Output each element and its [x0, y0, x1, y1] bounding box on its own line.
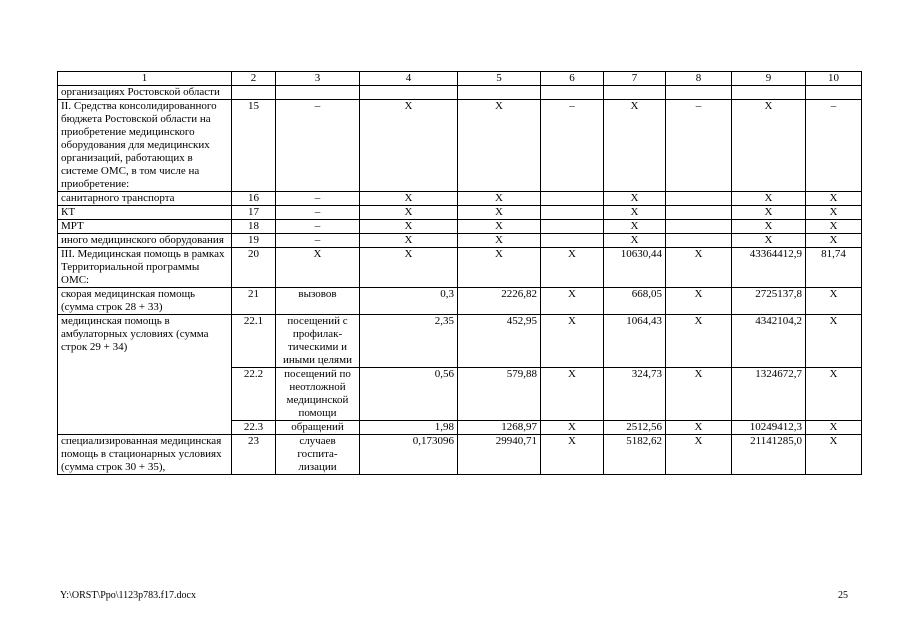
- row-unit: –: [276, 220, 360, 234]
- row-label: специализированная медицинская помощь в стационарных условиях (сумма строк 30 + 35),: [58, 435, 232, 475]
- row-value: X: [458, 220, 541, 234]
- row-value: X: [806, 368, 862, 421]
- table-row: [58, 435, 862, 475]
- row-value: 5182,62: [604, 435, 666, 475]
- header-cell: 8: [666, 72, 732, 86]
- row-value: –: [806, 100, 862, 192]
- row-value: –: [541, 100, 604, 192]
- row-value: 0,56: [360, 368, 458, 421]
- row-label: III. Медицинская помощь в рамках Территориальной программы ОМС:: [58, 248, 232, 288]
- header-cell: 4: [360, 72, 458, 86]
- table-row: [58, 192, 862, 206]
- row-value: X: [458, 192, 541, 206]
- row-unit: вызовов: [276, 288, 360, 315]
- table-row: [58, 206, 862, 220]
- row-value: X: [360, 248, 458, 288]
- row-value: 1324672,7: [732, 368, 806, 421]
- row-number: 16: [232, 192, 276, 206]
- row-value: X: [541, 315, 604, 368]
- row-label: санитарного транспорта: [58, 192, 232, 206]
- row-value: X: [732, 206, 806, 220]
- row-value: 668,05: [604, 288, 666, 315]
- row-value: X: [806, 288, 862, 315]
- row-label: иного медицинского оборудования: [58, 234, 232, 248]
- row-value: 579,88: [458, 368, 541, 421]
- row-value: [666, 86, 732, 100]
- row-value: [732, 86, 806, 100]
- table-row: [58, 234, 862, 248]
- row-label: КТ: [58, 206, 232, 220]
- data-table: [57, 71, 862, 475]
- row-value: [541, 234, 604, 248]
- row-value: X: [541, 248, 604, 288]
- row-value: [806, 86, 862, 100]
- row-value: [360, 86, 458, 100]
- row-value: 2226,82: [458, 288, 541, 315]
- row-value: [541, 206, 604, 220]
- row-value: X: [666, 368, 732, 421]
- row-value: X: [666, 315, 732, 368]
- row-value: –: [666, 100, 732, 192]
- row-label: МРТ: [58, 220, 232, 234]
- row-label: II. Средства консолидированного бюджета Ростовской области на приобретение медицинского оборудования для медицинских организаций, работающих в системе ОМС, в том числе на приобретение:: [58, 100, 232, 192]
- row-value: [541, 192, 604, 206]
- row-label: организациях Ростовской области: [58, 86, 232, 100]
- header-cell: 6: [541, 72, 604, 86]
- table-row: [58, 220, 862, 234]
- row-value: 452,95: [458, 315, 541, 368]
- row-number: 23: [232, 435, 276, 475]
- row-value: X: [541, 368, 604, 421]
- header-cell: 10: [806, 72, 862, 86]
- row-value: X: [458, 100, 541, 192]
- row-unit: посещений по неотложной медицинской помощи: [276, 368, 360, 421]
- row-value: [541, 86, 604, 100]
- row-value: X: [732, 220, 806, 234]
- header-cell: 3: [276, 72, 360, 86]
- row-unit: [276, 86, 360, 100]
- row-value: 2725137,8: [732, 288, 806, 315]
- row-number: 15: [232, 100, 276, 192]
- row-value: X: [806, 192, 862, 206]
- header-row: [58, 72, 862, 86]
- row-number: 20: [232, 248, 276, 288]
- row-value: 10630,44: [604, 248, 666, 288]
- row-unit: X: [276, 248, 360, 288]
- row-value: X: [666, 288, 732, 315]
- row-value: X: [541, 435, 604, 475]
- header-cell: 7: [604, 72, 666, 86]
- row-value: X: [732, 100, 806, 192]
- row-value: X: [360, 192, 458, 206]
- row-number: 22.3: [232, 421, 276, 435]
- row-unit: –: [276, 100, 360, 192]
- row-value: [666, 192, 732, 206]
- row-number: 18: [232, 220, 276, 234]
- row-unit: обращений: [276, 421, 360, 435]
- row-value: 0,3: [360, 288, 458, 315]
- row-value: X: [806, 421, 862, 435]
- header-cell: 9: [732, 72, 806, 86]
- row-value: X: [806, 206, 862, 220]
- row-value: X: [806, 315, 862, 368]
- row-number: [232, 86, 276, 100]
- row-value: X: [806, 220, 862, 234]
- row-number: 22.2: [232, 368, 276, 421]
- row-value: 1,98: [360, 421, 458, 435]
- row-value: 1064,43: [604, 315, 666, 368]
- row-value: 10249412,3: [732, 421, 806, 435]
- row-value: X: [458, 234, 541, 248]
- table-row: [58, 315, 862, 368]
- header-cell: 5: [458, 72, 541, 86]
- row-value: 2512,56: [604, 421, 666, 435]
- row-value: X: [732, 234, 806, 248]
- row-value: X: [458, 206, 541, 220]
- row-value: X: [458, 248, 541, 288]
- row-value: X: [666, 421, 732, 435]
- row-number: 19: [232, 234, 276, 248]
- table-row: [58, 248, 862, 288]
- row-value: 2,35: [360, 315, 458, 368]
- row-unit: случаев госпита-лизации: [276, 435, 360, 475]
- header-cell: 2: [232, 72, 276, 86]
- row-unit: посещений с профилак-тическими и иными целями: [276, 315, 360, 368]
- row-value: X: [604, 192, 666, 206]
- footer-file-path: Y:\ORST\Ppo\1123p783.f17.docx: [60, 590, 196, 601]
- row-value: 324,73: [604, 368, 666, 421]
- row-number: 21: [232, 288, 276, 315]
- row-value: X: [732, 192, 806, 206]
- row-value: X: [604, 220, 666, 234]
- row-value: X: [604, 206, 666, 220]
- row-value: X: [360, 206, 458, 220]
- page-number: 25: [838, 590, 848, 601]
- row-value: [666, 220, 732, 234]
- row-label: скорая медицинская помощь (сумма строк 28 + 33): [58, 288, 232, 315]
- row-value: [604, 86, 666, 100]
- row-number: 22.1: [232, 315, 276, 368]
- table-row: [58, 288, 862, 315]
- row-value: X: [806, 435, 862, 475]
- row-value: X: [541, 288, 604, 315]
- row-value: [541, 220, 604, 234]
- row-number: 17: [232, 206, 276, 220]
- row-value: X: [541, 421, 604, 435]
- row-value: X: [666, 435, 732, 475]
- row-value: [666, 206, 732, 220]
- row-value: [458, 86, 541, 100]
- row-value: 29940,71: [458, 435, 541, 475]
- row-value: 1268,97: [458, 421, 541, 435]
- row-value: 21141285,0: [732, 435, 806, 475]
- row-value: X: [604, 234, 666, 248]
- row-value: 4342104,2: [732, 315, 806, 368]
- row-value: [666, 234, 732, 248]
- row-label: медицинская помощь в амбулаторных условиях (сумма строк 29 + 34): [58, 315, 232, 435]
- row-unit: –: [276, 206, 360, 220]
- row-value: X: [360, 220, 458, 234]
- table-row: [58, 86, 862, 100]
- row-value: 43364412,9: [732, 248, 806, 288]
- table-row: [58, 100, 862, 192]
- row-value: X: [806, 234, 862, 248]
- row-unit: –: [276, 192, 360, 206]
- row-value: X: [360, 100, 458, 192]
- row-unit: –: [276, 234, 360, 248]
- row-value: 0,173096: [360, 435, 458, 475]
- row-value: 81,74: [806, 248, 862, 288]
- row-value: X: [604, 100, 666, 192]
- header-cell: 1: [58, 72, 232, 86]
- row-value: X: [360, 234, 458, 248]
- row-value: X: [666, 248, 732, 288]
